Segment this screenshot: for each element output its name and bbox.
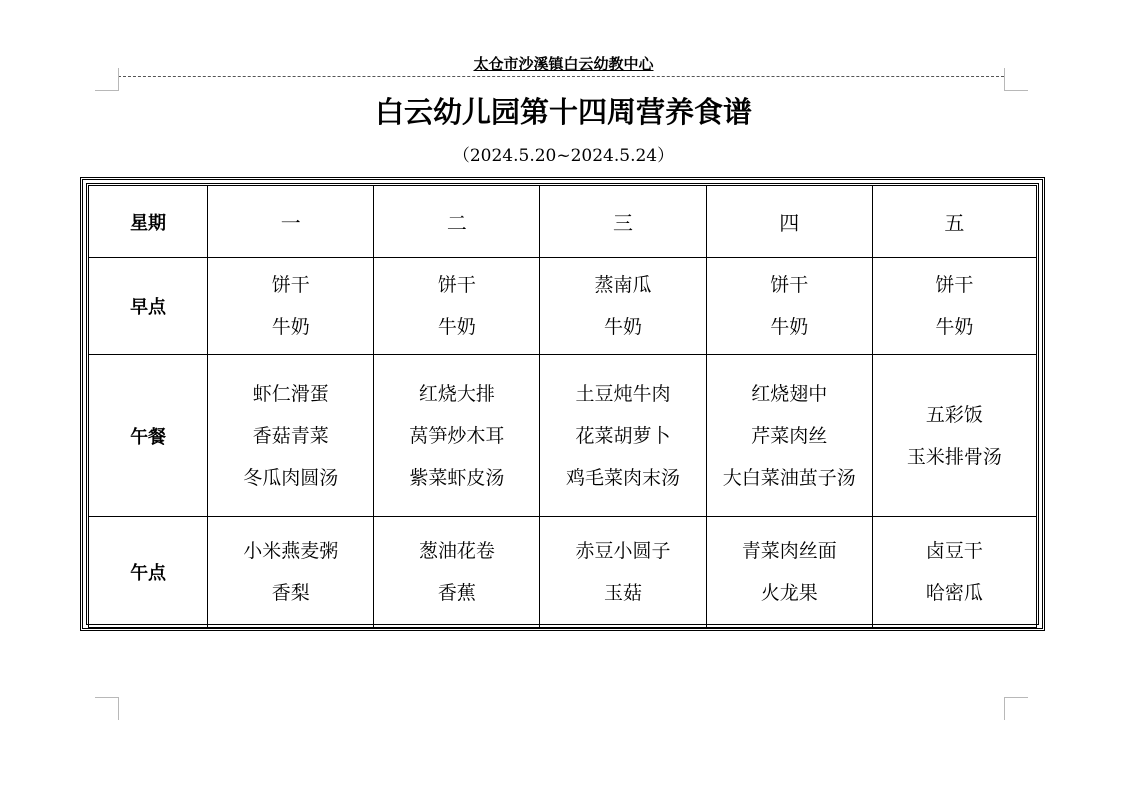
menu-item: 牛奶: [437, 316, 476, 338]
menu-item: 葱油花卷: [418, 540, 495, 562]
menu-item: 冬瓜肉圆汤: [243, 466, 339, 489]
menu-item: 哈密瓜: [925, 582, 983, 604]
menu-item: 赤豆小圆子: [575, 540, 671, 562]
table-header-row: [89, 186, 1037, 258]
menu-cell: [872, 517, 1036, 628]
day-monday: 一: [208, 186, 374, 258]
menu-item: 大白菜油茧子汤: [722, 466, 856, 489]
menu-item: 香蕉: [437, 582, 476, 604]
menu-item: 牛奶: [604, 316, 643, 338]
menu-cell: [208, 517, 374, 628]
menu-cell: [374, 258, 540, 355]
meal-label: 午餐: [89, 355, 208, 517]
meal-label: 早点: [89, 258, 208, 355]
page-header: [0, 53, 1127, 75]
menu-cell: [540, 355, 706, 517]
menu-table: [88, 185, 1037, 628]
menu-item: 虾仁滑蛋: [252, 382, 329, 405]
menu-item: 紫菜虾皮汤: [409, 466, 505, 489]
menu-cell: [208, 355, 374, 517]
table-row-morning-snack: [89, 258, 1037, 355]
menu-item: 鸡毛菜肉末汤: [566, 466, 681, 489]
menu-item: 玉米排骨汤: [906, 445, 1002, 468]
page-title: 白云幼儿园第十四周营养食谱: [374, 95, 752, 129]
menu-item: 青菜肉丝面: [741, 540, 837, 562]
menu-item: 土豆炖牛肉: [575, 382, 671, 405]
menu-item: 红烧大排: [418, 382, 495, 405]
crop-mark-bottom-right: [1004, 697, 1028, 698]
menu-item: 玉菇: [604, 582, 643, 604]
menu-item: 蒸南瓜: [594, 274, 652, 296]
menu-cell: [374, 355, 540, 517]
menu-item: 饼干: [437, 274, 476, 296]
date-range: （2024.5.20~2024.5.24）: [452, 146, 675, 166]
menu-cell: [374, 517, 540, 628]
menu-item: 饼干: [770, 274, 809, 296]
day-wednesday: 三: [540, 186, 706, 258]
crop-mark-bottom-left: [95, 697, 119, 698]
day-friday: 五: [872, 186, 1036, 258]
menu-item: 红烧翅中: [751, 382, 828, 405]
menu-cell: [706, 258, 872, 355]
day-tuesday: 二: [374, 186, 540, 258]
crop-mark-top-left: [118, 68, 119, 91]
day-thursday: 四: [706, 186, 872, 258]
header-organization: 太仓市沙溪镇白云幼教中心: [473, 55, 654, 73]
menu-cell: [872, 258, 1036, 355]
menu-cell: [706, 517, 872, 628]
menu-item: 莴笋炒木耳: [409, 424, 505, 447]
menu-item: 火龙果: [760, 582, 818, 604]
menu-item: 饼干: [935, 274, 974, 296]
menu-cell: [540, 258, 706, 355]
menu-cell: [208, 258, 374, 355]
menu-item: 牛奶: [935, 316, 974, 338]
header-divider: [118, 76, 1004, 77]
menu-item: 花菜胡萝卜: [575, 424, 671, 447]
table-row-lunch: [89, 355, 1037, 517]
menu-item: 芹菜肉丝: [751, 424, 828, 447]
crop-mark-bottom-right: [1004, 697, 1005, 720]
menu-item: 小米燕麦粥: [243, 540, 339, 562]
menu-cell: [872, 355, 1036, 517]
menu-item: 牛奶: [770, 316, 809, 338]
menu-table-frame: [80, 177, 1045, 631]
weekday-label: 星期: [89, 186, 208, 258]
menu-item: 卤豆干: [925, 540, 983, 562]
menu-cell: [540, 517, 706, 628]
menu-item: 香梨: [271, 582, 310, 604]
crop-mark-top-right: [1004, 68, 1005, 91]
crop-mark-top-right: [1004, 90, 1028, 91]
menu-cell: [706, 355, 872, 517]
crop-mark-top-left: [95, 90, 119, 91]
menu-item: 饼干: [271, 274, 310, 296]
menu-item: 五彩饭: [925, 403, 983, 426]
menu-item: 牛奶: [271, 316, 310, 338]
meal-label: 午点: [89, 517, 208, 628]
crop-mark-bottom-left: [118, 697, 119, 720]
table-row-afternoon-snack: [89, 517, 1037, 628]
menu-item: 香菇青菜: [252, 424, 329, 447]
